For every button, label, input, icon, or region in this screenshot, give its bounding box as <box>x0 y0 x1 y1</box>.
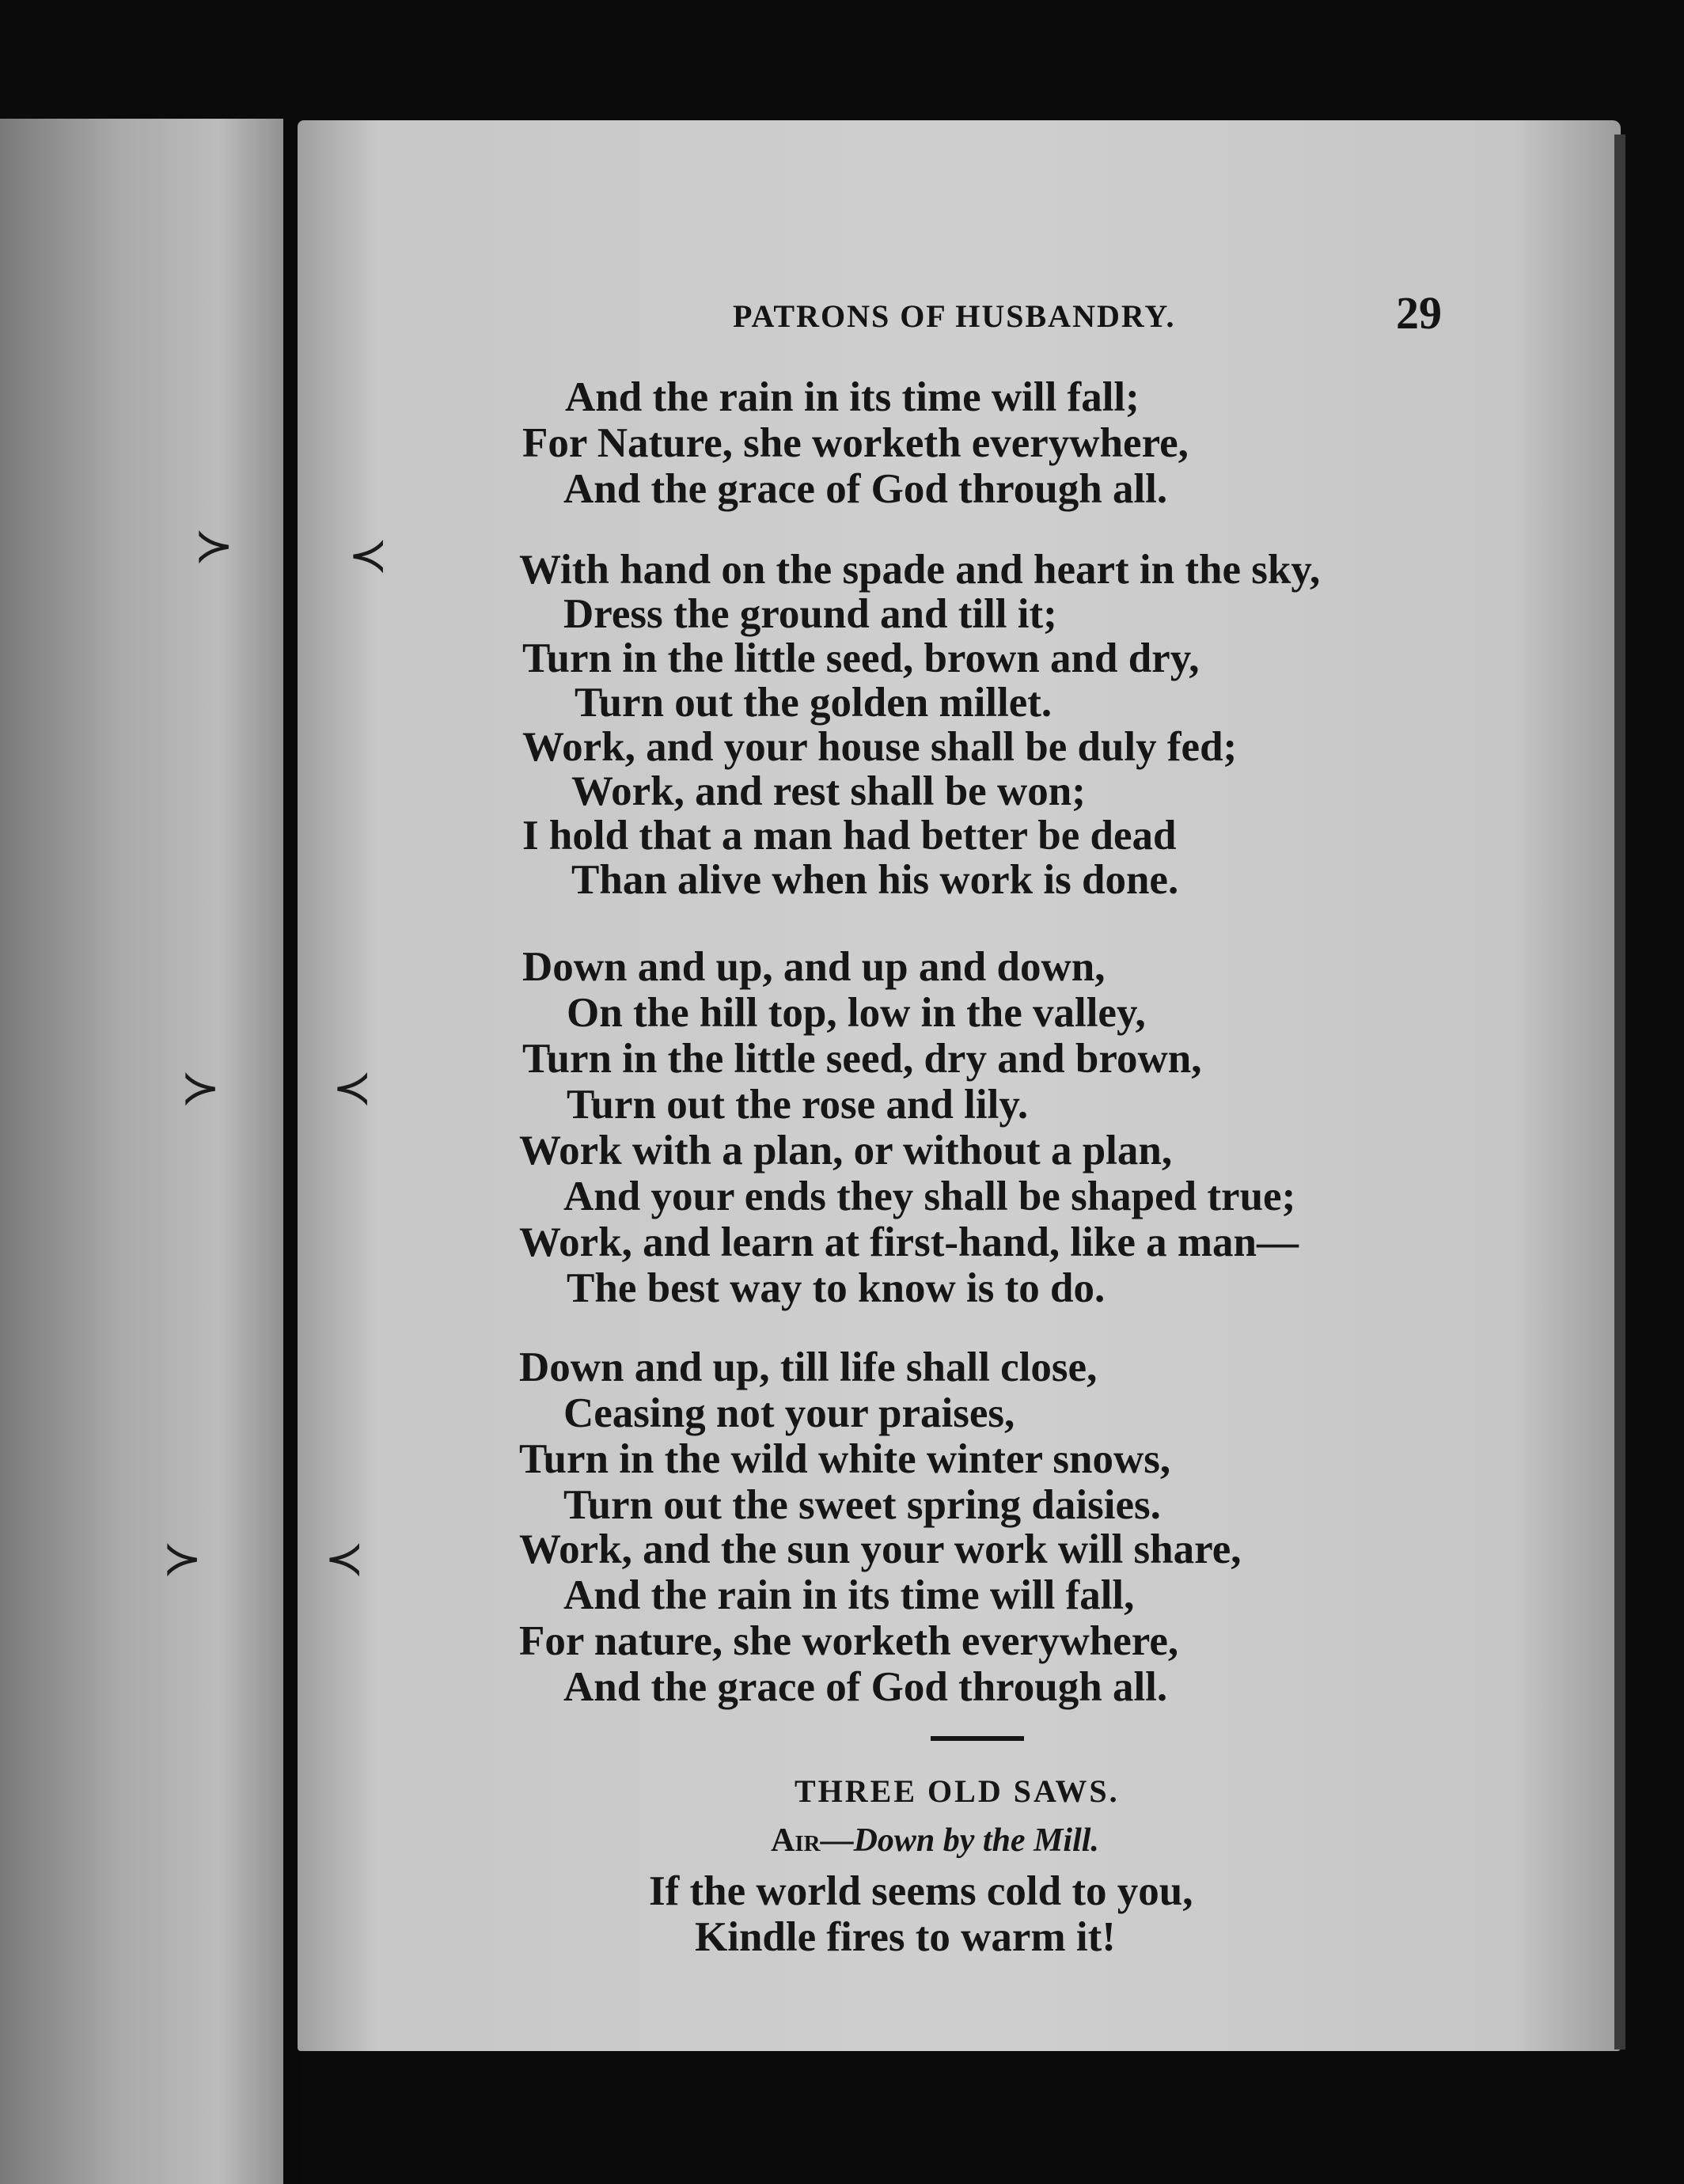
page-edge-shadow <box>1614 135 1625 2049</box>
poem-line: Work, and learn at first-hand, like a man— <box>519 1219 1299 1265</box>
stitch-mark-icon: ≺ <box>332 1060 373 1116</box>
air-label: Air— <box>771 1822 854 1859</box>
poem-line: And your ends they shall be shaped true; <box>563 1174 1296 1219</box>
poem-line: Turn out the golden millet. <box>575 680 1052 726</box>
running-head: PATRONS OF HUSBANDRY. <box>733 298 1176 334</box>
poem-line: For nature, she worketh everywhere, <box>519 1618 1179 1664</box>
poem-line: Turn out the rose and lily. <box>567 1082 1029 1128</box>
left-page <box>0 119 291 2184</box>
poem-line: Kindle fires to warm it! <box>695 1914 1116 1960</box>
poem-line: Than alive when his work is done. <box>571 857 1179 903</box>
poem-line: Work, and your house shall be duly fed; <box>522 724 1238 770</box>
poem-line: Work, and the sun your work will share, <box>519 1526 1242 1572</box>
poem-line: With hand on the spade and heart in the sky, <box>519 547 1321 593</box>
poem-line: Down and up, and up and down, <box>522 944 1106 990</box>
poem-line: Down and up, till life shall close, <box>519 1344 1098 1390</box>
poem-line: For Nature, she worketh everywhere, <box>522 420 1189 466</box>
poem-line: Work with a plan, or without a plan, <box>519 1128 1173 1174</box>
poem-line: If the world seems cold to you, <box>649 1868 1193 1914</box>
poem-line: Dress the ground and till it; <box>563 591 1057 637</box>
air-tune: Down by the Mill. <box>853 1822 1099 1859</box>
stitch-mark-icon: ≺ <box>348 528 389 583</box>
stitch-mark-icon: ≻ <box>162 1531 203 1587</box>
air-line <box>771 1822 1099 1860</box>
stitch-mark-icon: ≻ <box>180 1060 221 1116</box>
poem-line: Turn out the sweet spring daisies. <box>563 1482 1161 1528</box>
poem-line: And the grace of God through all. <box>563 1664 1168 1710</box>
poem-line: Turn in the little seed, dry and brown, <box>522 1036 1202 1082</box>
poem-line: I hold that a man had better be dead <box>522 813 1177 859</box>
poem-line: Turn in the little seed, brown and dry, <box>522 635 1200 681</box>
stitch-mark-icon: ≻ <box>194 518 234 574</box>
poem-line: Turn in the wild white winter snows, <box>519 1436 1171 1482</box>
poem-line: And the rain in its time will fall, <box>563 1572 1135 1618</box>
song-title: THREE OLD SAWS. <box>795 1773 1120 1809</box>
page-number: 29 <box>1396 287 1442 339</box>
poem-line: Work, and rest shall be won; <box>571 768 1086 814</box>
poem-line: On the hill top, low in the valley, <box>567 990 1146 1036</box>
poem-line: The best way to know is to do. <box>567 1265 1106 1311</box>
poem-line: Ceasing not your praises, <box>563 1390 1015 1436</box>
section-divider <box>931 1736 1024 1741</box>
poem-line: And the rain in its time will fall; <box>565 374 1140 420</box>
stitch-mark-icon: ≺ <box>324 1531 365 1587</box>
poem-line: And the grace of God through all. <box>563 466 1168 512</box>
